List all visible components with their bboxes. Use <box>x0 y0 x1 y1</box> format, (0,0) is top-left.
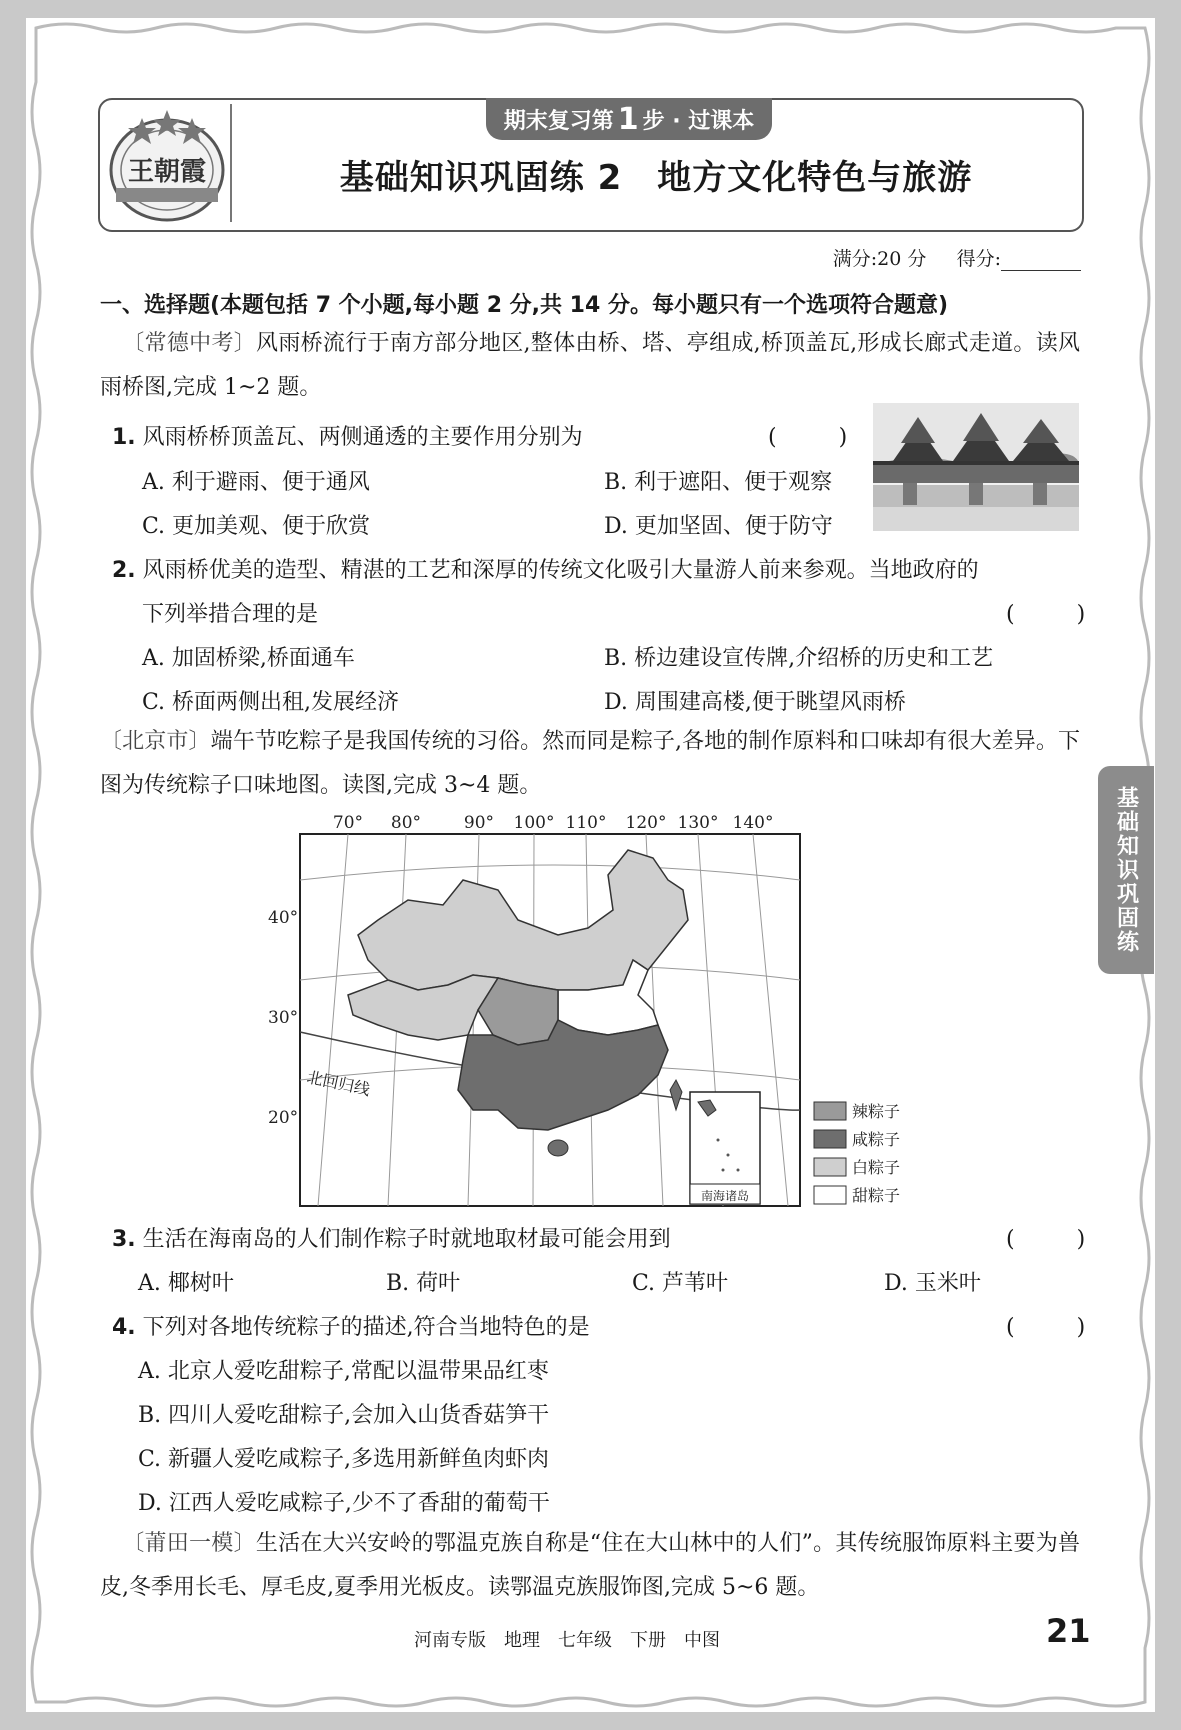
side-tab: 基础知识巩固练 <box>1098 766 1154 974</box>
tropic-label: 北回归线 <box>305 1067 372 1100</box>
question-stem: 风雨桥桥顶盖瓦、两侧通透的主要作用分别为 <box>142 425 583 450</box>
lon-label-100: 100° <box>513 813 555 833</box>
lon-label-80: 80° <box>390 813 422 833</box>
question-number: 2. <box>112 558 136 583</box>
option-2b[interactable]: B. 桥边建设宣传牌,介绍桥的历史和工艺 <box>604 646 994 671</box>
legend-sweet: 甜粽子 <box>852 1186 901 1205</box>
option-4a[interactable]: A. 北京人爱吃甜粽子,常配以温带果品红枣 <box>138 1359 549 1384</box>
lat-label-40: 40° <box>268 908 299 928</box>
lon-label-70: 70° <box>332 813 364 833</box>
lon-label-120: 120° <box>625 813 667 833</box>
answer-paren-1[interactable]: ( ) <box>768 425 868 450</box>
intro-text: 风雨桥流行于南方部分地区,整体由桥、塔、亭组成,桥顶盖瓦,形成长廊式走道。读风雨桥图,完成 1~2 题。 <box>100 331 1080 400</box>
option-2d[interactable]: D. 周围建高楼,便于眺望风雨桥 <box>604 690 906 715</box>
lat-label-30: 30° <box>268 1008 299 1028</box>
page-number: 21 <box>1046 1612 1091 1650</box>
answer-paren-2[interactable]: ( ) <box>1006 602 1106 627</box>
step-prefix: 期末复习第 <box>503 108 614 134</box>
question-3 <box>112 1222 671 1253</box>
intro-source: 〔北京市〕 <box>100 729 211 754</box>
intro-source: 〔莆田一模〕 <box>122 1531 256 1556</box>
lon-label-140: 140° <box>732 813 774 833</box>
question-2 <box>112 553 979 584</box>
question-2-line2: 下列举措合理的是 <box>142 602 319 627</box>
logo-seal <box>102 104 232 226</box>
option-1d[interactable]: D. 更加坚固、便于防守 <box>604 514 833 539</box>
question-stem: 生活在海南岛的人们制作粽子时就地取材最可能会用到 <box>142 1227 671 1252</box>
got-score-label: 得分: <box>956 248 1001 270</box>
question-number: 1. <box>112 425 136 450</box>
legend-swatch-white <box>814 1158 846 1176</box>
logo-text: 王朝霞 <box>127 157 207 187</box>
question-4 <box>112 1310 590 1341</box>
legend-swatch-spicy <box>814 1102 846 1120</box>
legend-salty: 咸粽子 <box>852 1130 901 1149</box>
lon-label-130: 130° <box>677 813 719 833</box>
step-number: 1 <box>617 101 639 137</box>
option-3a[interactable]: A. 椰树叶 <box>138 1271 234 1296</box>
inset-label: 南海诸岛 <box>700 1189 750 1203</box>
question-number: 4. <box>112 1315 136 1340</box>
answer-paren-3[interactable]: ( ) <box>1006 1227 1106 1252</box>
section-title: 一、选择题(本题包括 7 个小题,每小题 2 分,共 14 分。每小题只有一个选项符合题意) <box>100 293 949 318</box>
question-1 <box>112 420 583 451</box>
legend-white: 白粽子 <box>852 1158 901 1177</box>
option-3d[interactable]: D. 玉米叶 <box>884 1271 981 1296</box>
legend-spicy: 辣粽子 <box>852 1102 901 1121</box>
page-title: 基础知识巩固练 2 地方文化特色与旅游 <box>339 158 973 198</box>
question-stem-line1: 风雨桥优美的造型、精湛的工艺和深厚的传统文化吸引大量游人前来参观。当地政府的 <box>142 558 979 583</box>
option-1c[interactable]: C. 更加美观、便于欣赏 <box>142 514 371 539</box>
intro-source: 〔常德中考〕 <box>122 331 257 356</box>
step-suffix: 步 · 过课本 <box>642 108 755 134</box>
option-2a[interactable]: A. 加固桥梁,桥面通车 <box>142 646 355 671</box>
question-stem: 下列对各地传统粽子的描述,符合当地特色的是 <box>142 1315 590 1340</box>
option-4d[interactable]: D. 江西人爱吃咸粽子,少不了香甜的葡萄干 <box>138 1491 550 1516</box>
answer-paren-4[interactable]: ( ) <box>1006 1315 1106 1340</box>
question-number: 3. <box>112 1227 136 1252</box>
full-score: 满分:20 分 <box>832 248 927 270</box>
option-1a[interactable]: A. 利于避雨、便于通风 <box>142 470 370 495</box>
intro-paragraph-1 <box>100 322 1080 410</box>
intro-paragraph-2 <box>100 720 1080 808</box>
intro-text: 生活在大兴安岭的鄂温克族自称是“住在大山林中的人们”。其传统服饰原料主要为兽皮,冬季用长毛、厚毛皮,夏季用光板皮。读鄂温克族服饰图,完成 5~6 题。 <box>100 1531 1080 1600</box>
wind-rain-bridge-photo <box>873 403 1079 531</box>
option-4b[interactable]: B. 四川人爱吃甜粽子,会加入山货香菇笋干 <box>138 1403 550 1428</box>
score-line <box>833 244 1081 271</box>
lon-label-90: 90° <box>463 813 495 833</box>
lon-label-110: 110° <box>565 813 607 833</box>
footer-text: 河南专版 地理 七年级 下册 中图 <box>414 1630 720 1651</box>
score-blank[interactable] <box>1001 252 1081 271</box>
lat-label-20: 20° <box>268 1108 299 1128</box>
option-2c[interactable]: C. 桥面两侧出租,发展经济 <box>142 690 400 715</box>
legend-swatch-sweet <box>814 1186 846 1204</box>
option-3c[interactable]: C. 芦苇叶 <box>632 1271 729 1296</box>
intro-paragraph-3 <box>100 1522 1080 1610</box>
option-3b[interactable]: B. 荷叶 <box>386 1271 461 1296</box>
option-1b[interactable]: B. 利于遮阳、便于观察 <box>604 470 833 495</box>
legend-swatch-salty <box>814 1130 846 1148</box>
intro-text: 端午节吃粽子是我国传统的习俗。然而同是粽子,各地的制作原料和口味却有很大差异。下图为传统粽子口味地图。读图,完成 3~4 题。 <box>100 729 1080 798</box>
step-tab <box>486 98 772 140</box>
option-4c[interactable]: C. 新疆人爱吃咸粽子,多选用新鲜鱼肉虾肉 <box>138 1447 550 1472</box>
zongzi-flavor-map <box>258 810 958 1210</box>
